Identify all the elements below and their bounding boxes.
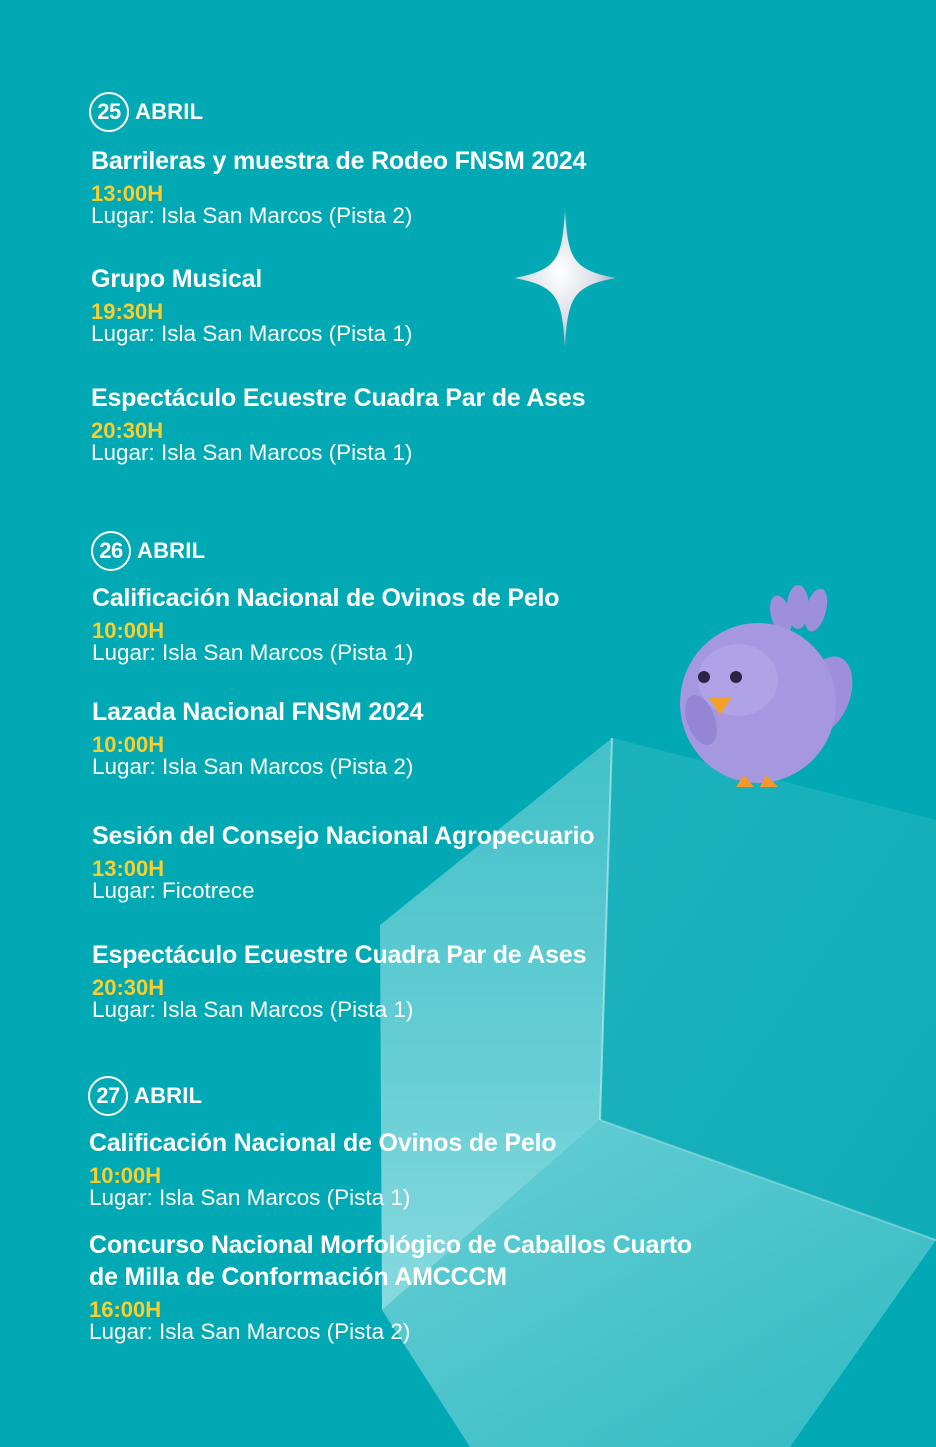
event-item (92, 582, 852, 665)
event-place: Lugar: Isla San Marcos (Pista 2) (92, 754, 414, 779)
event-place: Lugar: Isla San Marcos (Pista 2) (91, 203, 413, 228)
event-place: Lugar: Isla San Marcos (Pista 1) (92, 640, 414, 665)
event-item (89, 1127, 849, 1210)
day-number-circle: 26 (91, 531, 131, 571)
day-month: ABRIL (134, 1083, 203, 1108)
event-title: Espectáculo Ecuestre Cuadra Par de Ases (92, 941, 587, 969)
event-title-line1: Concurso Nacional Morfológico de Caballos Cuarto (89, 1231, 692, 1259)
event-title: Grupo Musical (91, 265, 263, 293)
event-item (91, 145, 851, 228)
event-title: Calificación Nacional de Ovinos de Pelo (92, 584, 560, 612)
event-time: 20:30H (92, 975, 165, 1000)
event-place: Lugar: Isla San Marcos (Pista 1) (91, 440, 413, 465)
event-item (91, 263, 851, 346)
event-item (89, 1229, 849, 1344)
event-title: Calificación Nacional de Ovinos de Pelo (89, 1129, 557, 1157)
event-item (91, 382, 851, 465)
event-place: Lugar: Isla San Marcos (Pista 1) (91, 321, 413, 346)
event-title: Barrileras y muestra de Rodeo FNSM 2024 (91, 147, 587, 175)
event-time: 20:30H (91, 418, 164, 443)
event-time: 16:00H (89, 1297, 162, 1322)
event-place: Lugar: Isla San Marcos (Pista 1) (89, 1185, 411, 1210)
event-place: Lugar: Isla San Marcos (Pista 2) (89, 1319, 411, 1344)
event-title: Sesión del Consejo Nacional Agropecuario (92, 822, 595, 850)
day-header-27 (88, 1076, 202, 1116)
event-time: 10:00H (92, 618, 165, 643)
day-month: ABRIL (135, 99, 204, 124)
event-title: Lazada Nacional FNSM 2024 (92, 698, 424, 726)
event-time: 10:00H (89, 1163, 162, 1188)
day-header-25 (89, 92, 203, 132)
event-title-line2: de Milla de Conformación AMCCCM (89, 1263, 507, 1291)
event-title: Espectáculo Ecuestre Cuadra Par de Ases (91, 384, 586, 412)
event-place: Lugar: Ficotrece (92, 878, 255, 903)
event-time: 19:30H (91, 299, 164, 324)
day-number-circle: 25 (89, 92, 129, 132)
event-time: 13:00H (92, 856, 165, 881)
day-month: ABRIL (137, 538, 206, 563)
day-number-circle: 27 (88, 1076, 128, 1116)
day-header-26 (91, 531, 205, 571)
event-item (92, 939, 852, 1022)
event-time: 10:00H (92, 732, 165, 757)
event-place: Lugar: Isla San Marcos (Pista 1) (92, 997, 414, 1022)
event-item (92, 696, 852, 779)
event-time: 13:00H (91, 181, 164, 206)
event-item (92, 820, 852, 903)
